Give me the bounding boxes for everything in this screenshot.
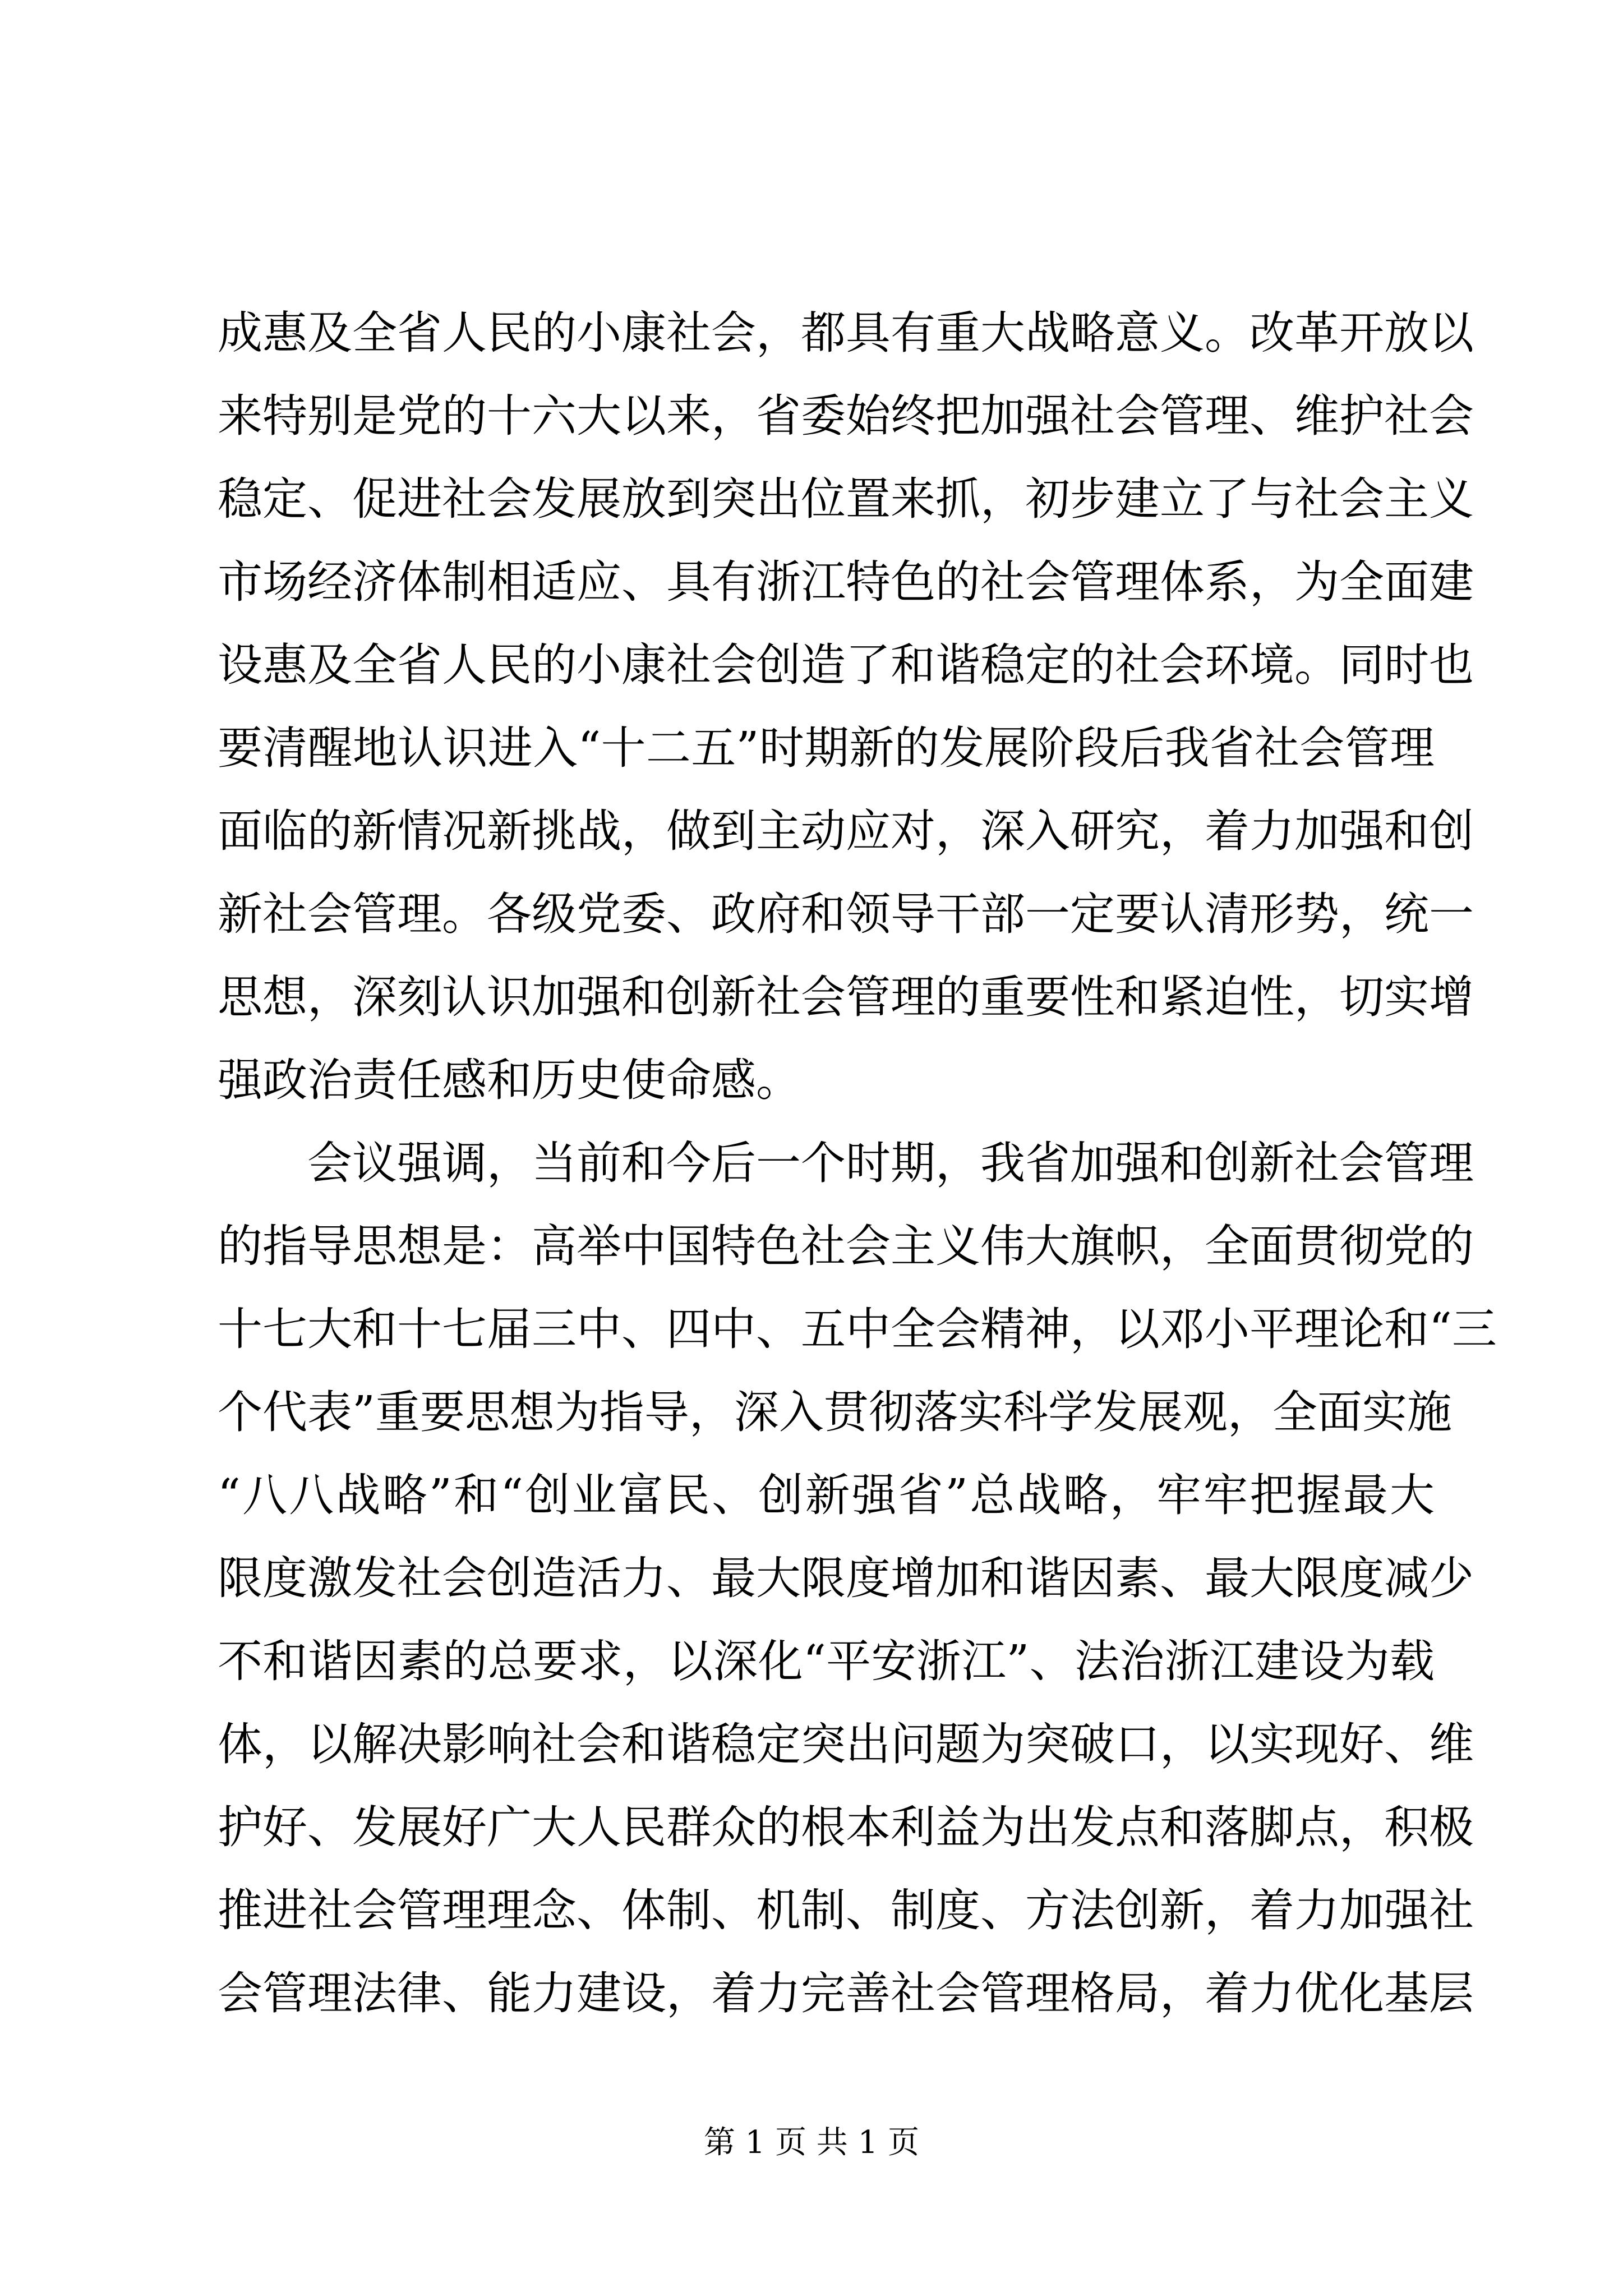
text-line: 思想，深刻认识加强和创新社会管理的重要性和紧迫性，切实增 [218,971,1474,1023]
text-line: 要清醒地认识进入“十二五”时期新的发展阶段后我省社会管理 [218,722,1435,774]
body-text [218,292,1497,2035]
text-line: 市场经济体制相适应、具有浙江特色的社会管理体系，为全面建 [218,556,1474,608]
text-line: 设惠及全省人民的小康社会创造了和谐稳定的社会环境。同时也 [218,639,1474,691]
text-line: 限度激发社会创造活力、最大限度增加和谐因素、最大限度减少 [218,1552,1474,1604]
text-line: 体，以解决影响社会和谐稳定突出问题为突破口，以实现好、维 [218,1718,1474,1770]
text-line: 个代表”重要思想为指导，深入贯彻落实科学发展观，全面实施 [218,1386,1452,1438]
text-line: 成惠及全省人民的小康社会，都具有重大战略意义。改革开放以 [218,307,1474,359]
text-line: 不和谐因素的总要求，以深化“平安浙江”、法治浙江建设为载 [218,1635,1435,1687]
text-line: 稳定、促进社会发展放到突出位置来抓，初步建立了与社会主义 [218,473,1474,525]
text-line: 会议强调，当前和今后一个时期，我省加强和创新社会管理 [218,1137,1474,1189]
text-line: 来特别是党的十六大以来，省委始终把加强社会管理、维护社会 [218,390,1474,442]
text-line: “八八战略”和“创业富民、创新强省”总战略，牢牢把握最大 [218,1469,1435,1521]
text-line: 护好、发展好广大人民群众的根本利益为出发点和落脚点，积极 [218,1801,1474,1853]
text-line: 会管理法律、能力建设，着力完善社会管理格局，着力优化基层 [218,1967,1474,2019]
text-line: 面临的新情况新挑战，做到主动应对，深入研究，着力加强和创 [218,805,1474,857]
text-line: 的指导思想是：高举中国特色社会主义伟大旗帜，全面贯彻党的 [218,1220,1474,1272]
text-line: 新社会管理。各级党委、政府和领导干部一定要认清形势，统一 [218,888,1474,940]
text-line: 强政治责任感和历史使命感。 [218,1054,801,1106]
text-line: 推进社会管理理念、体制、机制、制度、方法创新，着力加强社 [218,1884,1474,1936]
text-line: 十七大和十七届三中、四中、五中全会精神，以邓小平理论和“三 [218,1303,1497,1355]
page-footer: 第 1 页 共 1 页 [703,2124,920,2161]
